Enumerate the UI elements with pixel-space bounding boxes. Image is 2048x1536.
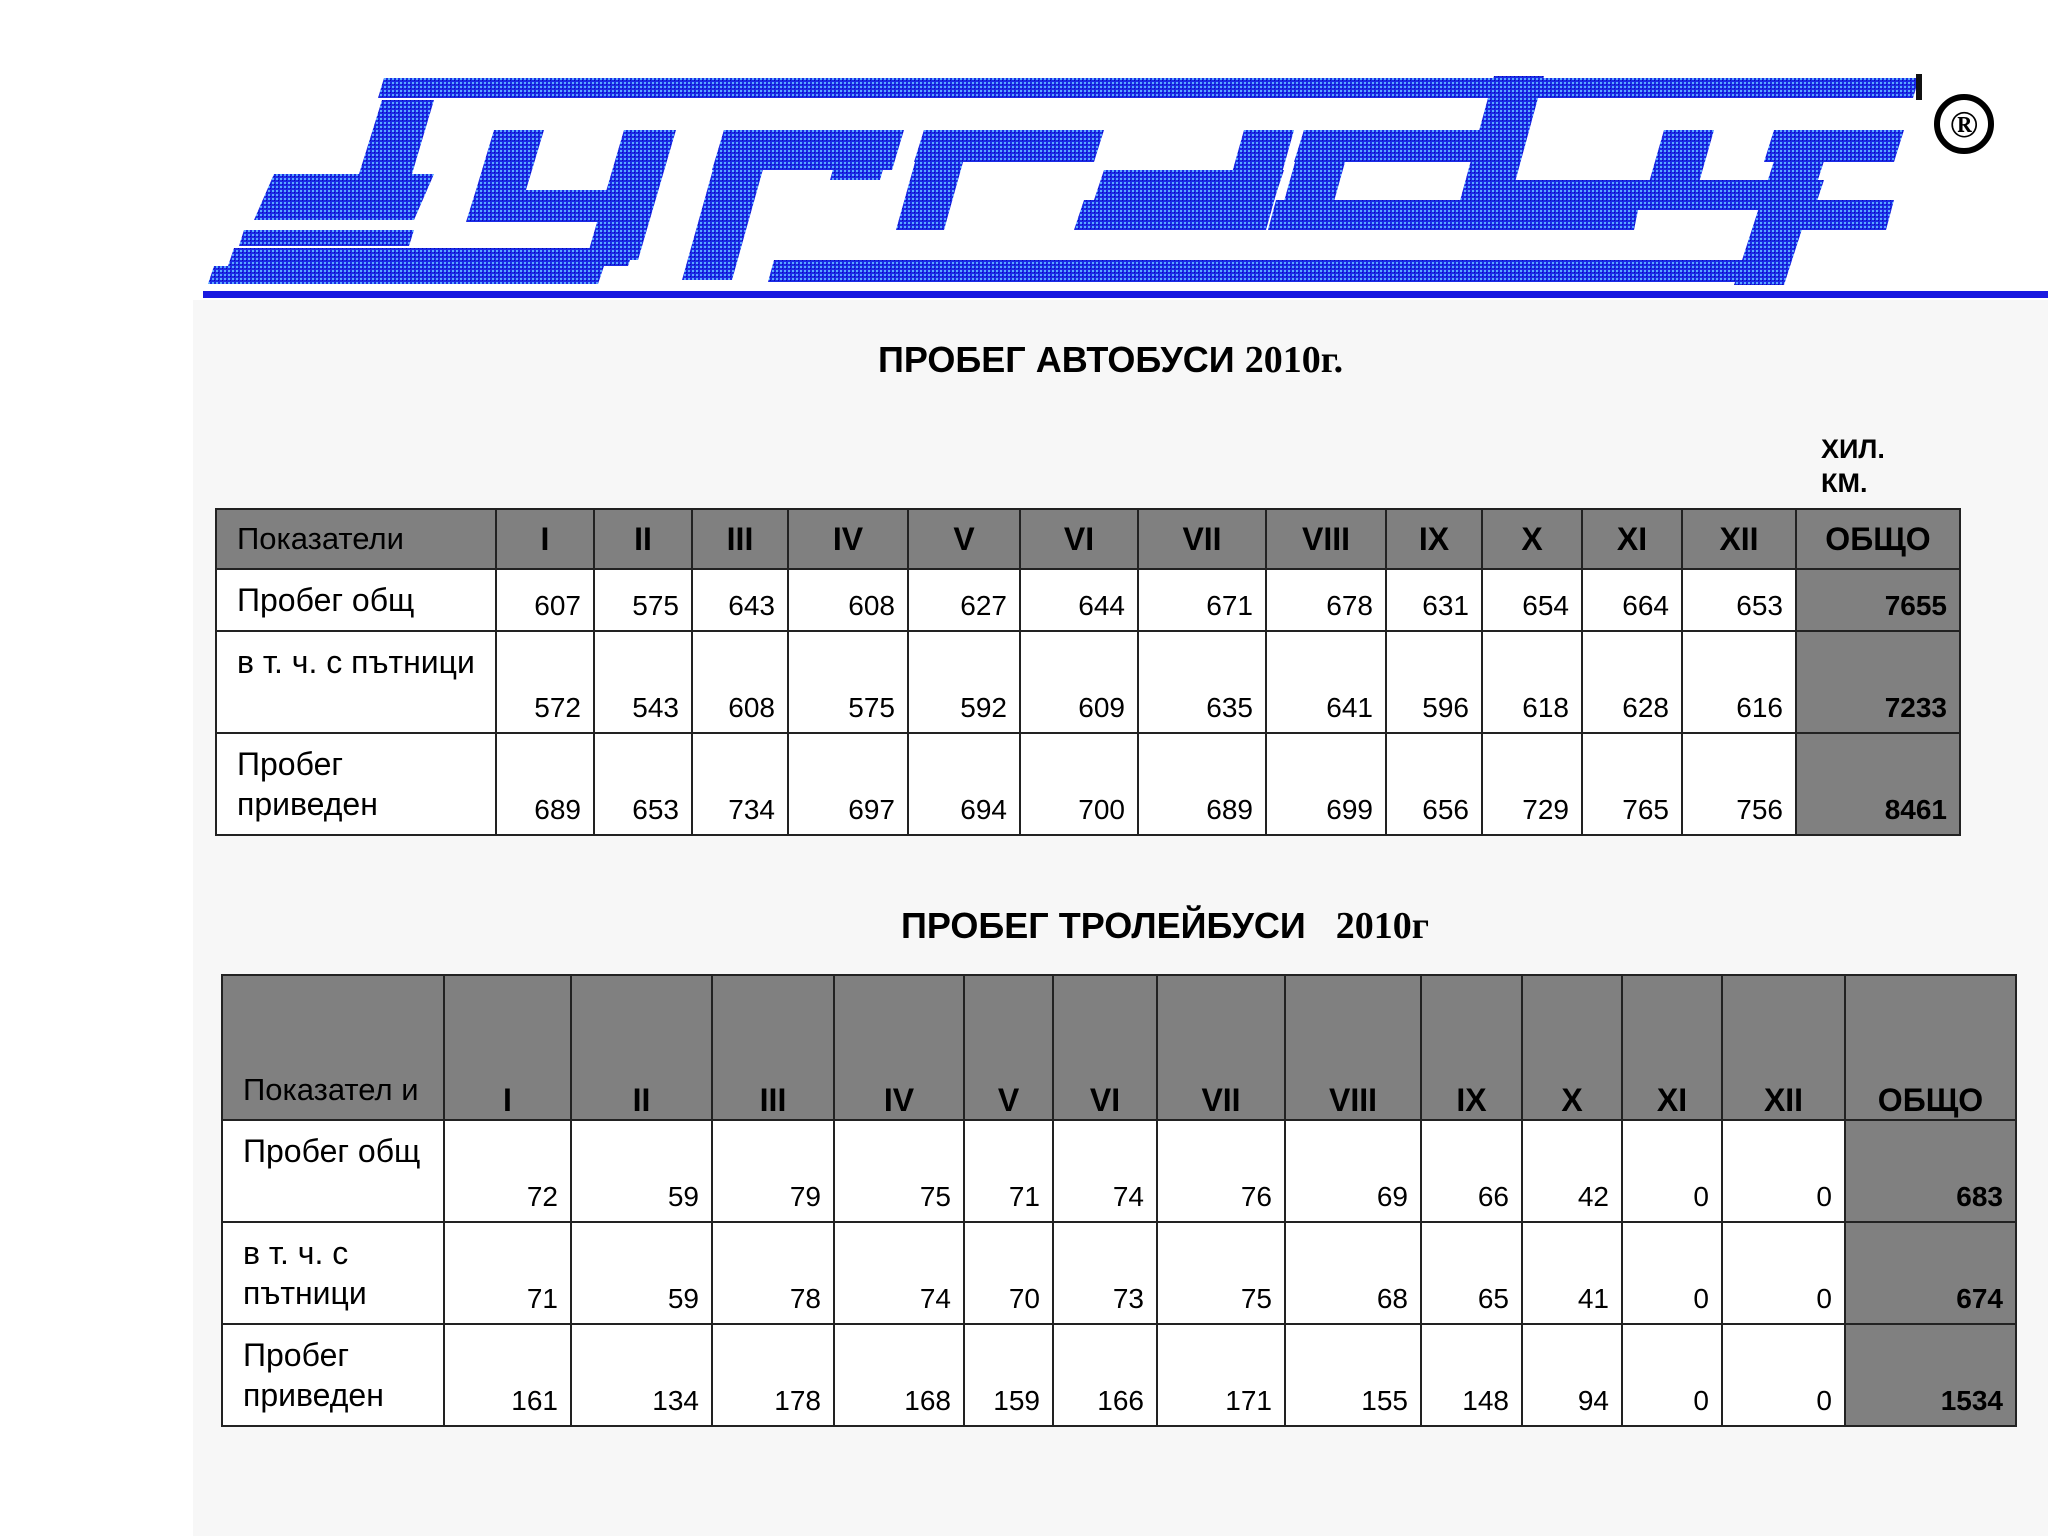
cell-value: 627 — [908, 569, 1020, 631]
header-indicators: Показатели — [216, 509, 496, 569]
cell-value: 65 — [1421, 1222, 1522, 1324]
cell-value: 697 — [788, 733, 908, 835]
cell-value: 74 — [1053, 1120, 1157, 1222]
cell-value: 75 — [834, 1120, 964, 1222]
table-row — [216, 569, 1960, 631]
cell-value: 543 — [594, 631, 692, 733]
header-month: XI — [1582, 509, 1682, 569]
cell-value: 643 — [692, 569, 788, 631]
cell-value: 654 — [1482, 569, 1582, 631]
bus-mileage-table — [215, 508, 1961, 836]
table-row — [216, 631, 1960, 733]
bus-title-year: 2010г. — [1244, 339, 1344, 381]
cell-value: 74 — [834, 1222, 964, 1324]
header-month: IX — [1421, 975, 1522, 1120]
cell-value: 644 — [1020, 569, 1138, 631]
cell-value: 69 — [1285, 1120, 1421, 1222]
cell-value: 0 — [1622, 1222, 1722, 1324]
cell-value: 616 — [1682, 631, 1796, 733]
cell-value: 734 — [692, 733, 788, 835]
cell-value: 0 — [1722, 1324, 1845, 1426]
cell-value: 148 — [1421, 1324, 1522, 1426]
header-month: IV — [834, 975, 964, 1120]
cell-value: 72 — [444, 1120, 571, 1222]
header-month: I — [496, 509, 594, 569]
header-month: X — [1522, 975, 1622, 1120]
cell-value: 66 — [1421, 1120, 1522, 1222]
bus-mileage-title — [878, 338, 1343, 382]
trolley-title-year: 2010г — [1335, 905, 1430, 947]
table-row — [216, 733, 1960, 835]
cell-value: 608 — [692, 631, 788, 733]
cell-value: 73 — [1053, 1222, 1157, 1324]
header-month: II — [594, 509, 692, 569]
header-month: III — [712, 975, 834, 1120]
cell-total: 7233 — [1796, 631, 1960, 733]
cell-value: 166 — [1053, 1324, 1157, 1426]
cell-value: 178 — [712, 1324, 834, 1426]
header-month: VIII — [1285, 975, 1421, 1120]
units-label: ХИЛ. КМ. — [1821, 434, 1885, 498]
cell-value: 159 — [964, 1324, 1053, 1426]
row-label: Пробег приведен — [216, 733, 496, 835]
cell-value: 592 — [908, 631, 1020, 733]
cell-value: 729 — [1482, 733, 1582, 835]
header-month: VII — [1138, 509, 1266, 569]
cell-value: 765 — [1582, 733, 1682, 835]
header-total: ОБЩО — [1796, 509, 1960, 569]
cell-value: 155 — [1285, 1324, 1421, 1426]
cell-total: 683 — [1845, 1120, 2016, 1222]
row-label: в т. ч. с пътници — [216, 631, 496, 733]
row-label: в т. ч. с пътници — [222, 1222, 444, 1324]
header-month: VII — [1157, 975, 1285, 1120]
header-indicators: Показател и — [222, 975, 444, 1120]
cell-value: 689 — [496, 733, 594, 835]
cell-value: 607 — [496, 569, 594, 631]
cell-total: 7655 — [1796, 569, 1960, 631]
cell-value: 78 — [712, 1222, 834, 1324]
cell-value: 608 — [788, 569, 908, 631]
cell-value: 71 — [444, 1222, 571, 1324]
header-month: III — [692, 509, 788, 569]
header-month: X — [1482, 509, 1582, 569]
row-label: Пробег общ — [222, 1120, 444, 1222]
cell-value: 134 — [571, 1324, 712, 1426]
cell-value: 76 — [1157, 1120, 1285, 1222]
cell-value: 75 — [1157, 1222, 1285, 1324]
table-row — [222, 1324, 2016, 1426]
cell-value: 94 — [1522, 1324, 1622, 1426]
row-label: Пробег общ — [216, 569, 496, 631]
cell-value: 671 — [1138, 569, 1266, 631]
trolley-title-text: ПРОБЕГ ТРОЛЕЙБУСИ — [901, 905, 1336, 946]
cell-value: 59 — [571, 1222, 712, 1324]
cell-total: 674 — [1845, 1222, 2016, 1324]
cell-value: 635 — [1138, 631, 1266, 733]
cell-value: 575 — [788, 631, 908, 733]
header-total: ОБЩО — [1845, 975, 2016, 1120]
bus-title-text: ПРОБЕГ АВТОБУСИ — [878, 339, 1245, 380]
cell-value: 575 — [594, 569, 692, 631]
header-month: IV — [788, 509, 908, 569]
cell-value: 168 — [834, 1324, 964, 1426]
cell-value: 699 — [1266, 733, 1386, 835]
cell-total: 8461 — [1796, 733, 1960, 835]
cell-value: 0 — [1622, 1324, 1722, 1426]
table-row — [222, 1120, 2016, 1222]
header-month: VIII — [1266, 509, 1386, 569]
cell-value: 79 — [712, 1120, 834, 1222]
cell-value: 700 — [1020, 733, 1138, 835]
cell-value: 678 — [1266, 569, 1386, 631]
cell-value: 694 — [908, 733, 1020, 835]
cell-value: 609 — [1020, 631, 1138, 733]
cell-value: 0 — [1722, 1120, 1845, 1222]
cell-value: 653 — [1682, 569, 1796, 631]
cell-value: 631 — [1386, 569, 1482, 631]
cell-value: 756 — [1682, 733, 1796, 835]
cell-value: 628 — [1582, 631, 1682, 733]
cell-value: 41 — [1522, 1222, 1622, 1324]
header-month: XII — [1722, 975, 1845, 1120]
cell-value: 0 — [1622, 1120, 1722, 1222]
header-month: VI — [1020, 509, 1138, 569]
cell-total: 1534 — [1845, 1324, 2016, 1426]
header-month: I — [444, 975, 571, 1120]
header-month: V — [908, 509, 1020, 569]
cell-value: 596 — [1386, 631, 1482, 733]
cell-value: 653 — [594, 733, 692, 835]
header-month: XII — [1682, 509, 1796, 569]
cell-value: 618 — [1482, 631, 1582, 733]
cell-value: 70 — [964, 1222, 1053, 1324]
cell-value: 161 — [444, 1324, 571, 1426]
cell-value: 42 — [1522, 1120, 1622, 1222]
registered-mark-text: ® — [1949, 104, 1979, 146]
cell-value: 59 — [571, 1120, 712, 1222]
registered-trademark-icon — [1933, 93, 1995, 155]
cell-value: 68 — [1285, 1222, 1421, 1324]
header-divider — [203, 291, 2048, 298]
header-month: XI — [1622, 975, 1722, 1120]
header-month: II — [571, 975, 712, 1120]
trolleybus-mileage-title — [901, 904, 1429, 948]
cell-value: 0 — [1722, 1222, 1845, 1324]
table-header-row — [222, 975, 2016, 1120]
cell-value: 641 — [1266, 631, 1386, 733]
row-label: Пробег приведен — [222, 1324, 444, 1426]
trolleybus-mileage-table — [221, 974, 2017, 1427]
cell-value: 71 — [964, 1120, 1053, 1222]
header-month: V — [964, 975, 1053, 1120]
cell-value: 572 — [496, 631, 594, 733]
table-row — [222, 1222, 2016, 1324]
header-month: IX — [1386, 509, 1482, 569]
burgasbus-logo — [204, 70, 1924, 285]
cell-value: 689 — [1138, 733, 1266, 835]
cell-value: 664 — [1582, 569, 1682, 631]
cell-value: 656 — [1386, 733, 1482, 835]
cell-value: 171 — [1157, 1324, 1285, 1426]
table-header-row — [216, 509, 1960, 569]
header-month: VI — [1053, 975, 1157, 1120]
